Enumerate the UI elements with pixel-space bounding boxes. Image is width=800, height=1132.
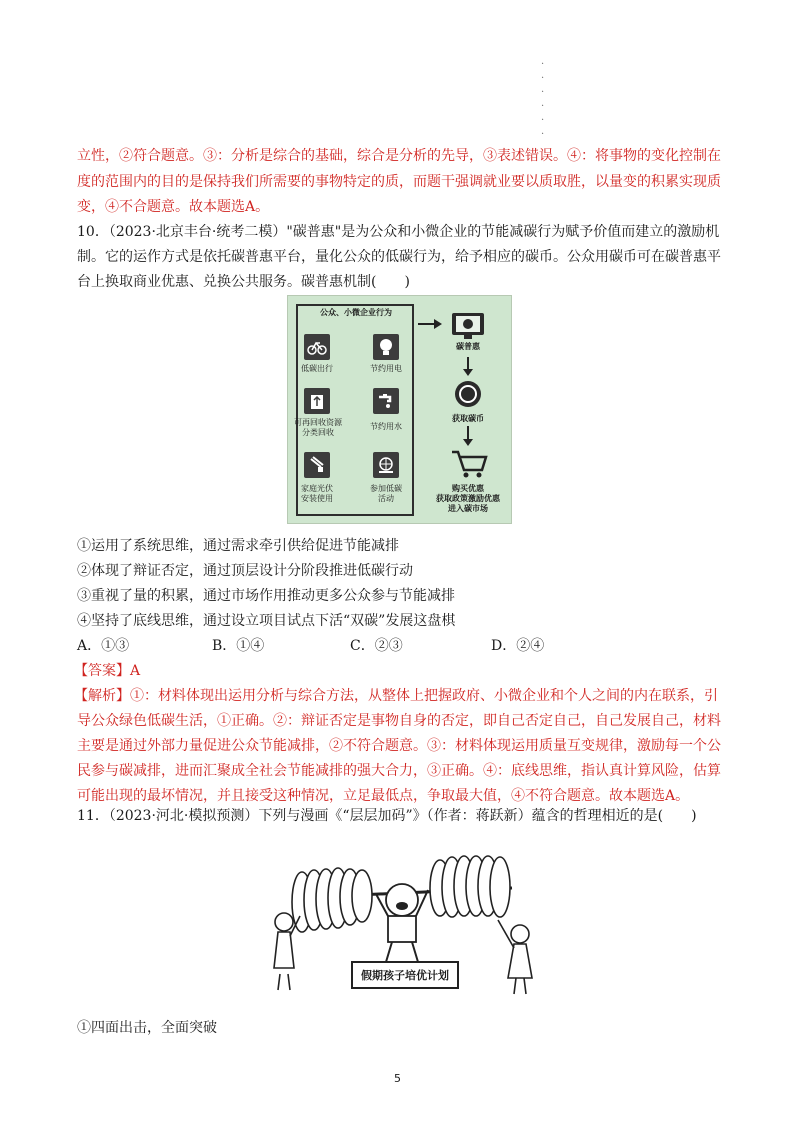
explanation-line-2: 度的范围内的目的是保持我们所需要的事物特定的质，而题干强调就业要以质取胜，以量变的积累实现质 — [77, 174, 721, 190]
carbon-inclusive-figure — [287, 295, 512, 524]
flow-buy-discount: 购买优惠 — [452, 484, 484, 493]
bicycle-icon — [304, 334, 330, 360]
q10-analysis-line-3: 主要是通过外部力量促进公众节能减排，②不符合题意。③：材料体现运用质量互变规律，激励每一个公 — [77, 738, 721, 754]
item-sorted-recycling: 分类回收 — [302, 428, 334, 437]
item-recyclable-resources: 可再回收资源 — [294, 418, 342, 427]
cartoon-layer-upon-layer — [262, 850, 542, 998]
q10-stem-line-1: 10．（2023·北京丰台·统考二模）"碳普惠"是为公众和小微企业的节能减碳行为赋予价值而建立的激励机 — [77, 224, 720, 240]
page-number: 5 — [394, 1072, 401, 1085]
flow-carbon-market: 进入碳市场 — [448, 504, 488, 513]
item-household-solar: 家庭光伏 — [301, 484, 333, 493]
globe-hand-icon — [373, 452, 399, 478]
water-tap-icon — [373, 388, 399, 414]
q10-analysis-line-2: 导公众绿色低碳生活，①正确。②：辩证否定是事物自身的否定，即自己否定自己，自己发展自己，材料 — [77, 713, 721, 729]
q10-answer: 【答案】A — [74, 663, 141, 679]
dotted-margin-mark: · · · · · · — [541, 59, 545, 140]
q10-option-3: ③重视了量的积累，通过市场作用推动更多公众参与节能减排 — [77, 588, 455, 604]
q11-stem: 11．（2023·河北·模拟预测）下列与漫画《“层层加码”》（作者：蒋跃新）蕴含的哲理相近的是( ) — [77, 808, 697, 824]
explanation-line-1: 立性，②符合题意。③：分析是综合的基础，综合是分析的先导，③表述错误。④：将事物的变化控制在 — [77, 148, 721, 164]
q10-option-2: ②体现了辩证否定，通过顶层设计分阶段推进低碳行动 — [77, 563, 413, 579]
q10-analysis-line-4: 民参与碳减排，进而汇聚成全社会节能减排的强大合力，③正确。④：底线思维，指认真计算风险，估算 — [77, 763, 721, 779]
choice-d: D．②④ — [491, 638, 545, 654]
choice-b: B．①④ — [212, 638, 265, 654]
cartoon-sign: 假期孩子培优计划 — [361, 969, 449, 982]
flow-carbon-inclusive: 碳普惠 — [456, 342, 480, 351]
item-save-electricity: 节约用电 — [370, 364, 402, 373]
q10-analysis-line-5: 可能出现的最坏情况，并且接受这种情况，立足最低点，争取最大值，④不符合题意。故本题选A。 — [77, 788, 690, 804]
q10-option-4: ④坚持了底线思维，通过设立项目试点下活“双碳”发展这盘棋 — [77, 613, 456, 629]
recycle-bin-icon — [304, 388, 330, 414]
item-activities: 活动 — [378, 494, 394, 503]
behavior-box-title: 公众、小微企业行为 — [320, 308, 392, 317]
q10-option-1: ①运用了系统思维，通过需求牵引供给促进节能减排 — [77, 538, 399, 554]
lightbulb-icon — [373, 334, 399, 360]
choice-c: C．②③ — [350, 638, 403, 654]
flow-policy-incentive: 获取政策激励优惠 — [436, 494, 500, 503]
item-low-carbon-travel: 低碳出行 — [301, 364, 333, 373]
choice-a: A．①③ — [77, 638, 130, 654]
item-save-water: 节约用水 — [370, 422, 402, 431]
q11-option-1: ①四面出击，全面突破 — [77, 1020, 217, 1036]
item-install-use: 安装使用 — [301, 494, 333, 503]
item-join-low-carbon: 参加低碳 — [370, 484, 402, 493]
q10-analysis-line-1: 【解析】①：材料体现出运用分析与综合方法，从整体上把握政府、小微企业和个人之间的内在联系，引 — [74, 688, 718, 704]
q10-stem-line-2: 制。它的运作方式是依托碳普惠平台，量化公众的低碳行为，给予相应的碳币。公众用碳币可在碳普惠平 — [77, 249, 721, 265]
explanation-line-3: 变，④不合题意。故本题选A。 — [77, 199, 270, 215]
q10-stem-line-3: 台上换取商业优惠、兑换公共服务。碳普惠机制( ) — [77, 274, 410, 290]
flow-get-carbon-coin: 获取碳币 — [452, 414, 484, 423]
solar-bulb-icon — [304, 452, 330, 478]
